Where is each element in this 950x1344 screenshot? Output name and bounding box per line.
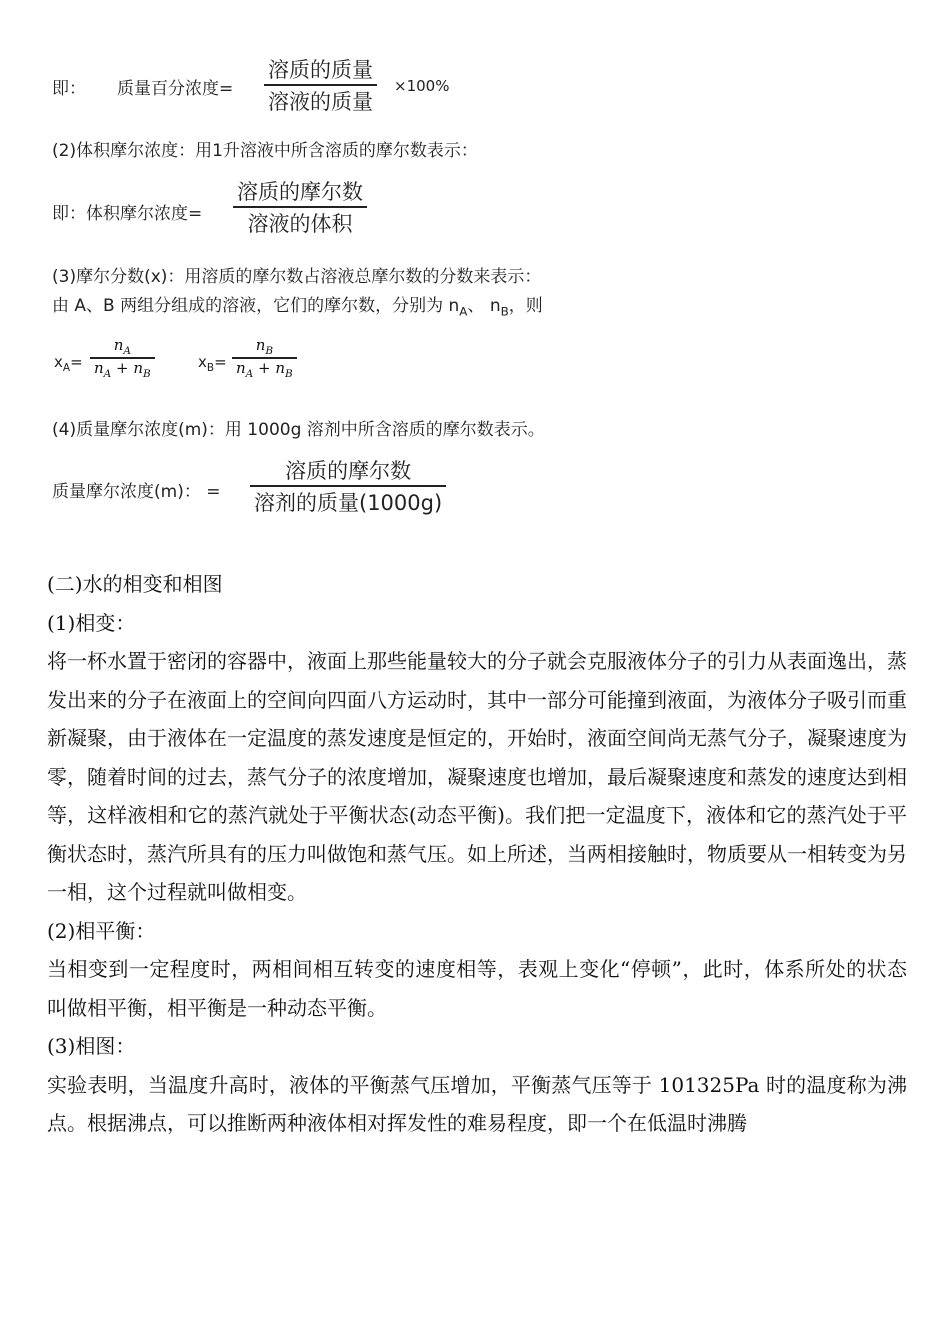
paragraph-phase-change: 将一杯水置于密闭的容器中，液面上那些能量较大的分子就会克服液体分子的引力从表面逸出，蒸发出来的分子在液面上的空间向四面八方运动时，其中一部分可能撞到液面，为液体分子吸引而重新凝聚，由于液体在一定温度的蒸发速度是恒定的，开始时，液面空间尚无蒸气分子，凝聚速度为零，随着时间的过去，蒸气分子的浓度增加，凝聚速度也增加，最后凝聚速度和蒸发的速度达到相等，这样液相和它的蒸汽就处于平衡状态(动态平衡)。我们把一定温度下，液体和它的蒸汽处于平衡状态时，蒸汽所具有的压力叫做饱和蒸气压。如上所述，当两相接触时，物质要从一相转变为另一相，这个过程就叫做相变。 [47,649,907,904]
xa-label-letter: x [54,353,63,371]
xb-den-b-sub: B [285,367,293,380]
formula-prefix: 即： [52,79,86,99]
fraction-denominator: 溶液的质量 [268,89,373,114]
item3-sep: 、 n [467,296,501,316]
fraction-numerator: 溶质的摩尔数 [237,180,363,204]
formula-label-mass-molal: 质量摩尔浓度(m)： = [52,482,221,502]
fraction-denominator: 溶液的体积 [247,211,353,236]
xb-den-a: n [236,358,246,377]
fraction-mass-molal [250,455,446,517]
item3-heading: (3)摩尔分数(x)：用溶质的摩尔数占溶液总摩尔数的分数来表示： [52,267,542,287]
subsection-title: (2)相平衡： [47,918,156,943]
xa-plus: + [111,358,134,377]
item3-end: ，则 [508,296,543,316]
xa-den-b: n [133,358,144,377]
paragraph-phase-equilibrium: 当相变到一定程度时，两相间相互转变的速度相等，表观上变化“停顿”，此时，体系所处的状态叫做相平衡，相平衡是一种动态平衡。 [47,957,907,1020]
xb-eq: = [214,353,227,371]
xa-label-sub: A [62,362,71,374]
xa-eq: = [70,353,83,371]
formula-label-volume-molar: 即：体积摩尔浓度= [52,204,203,224]
fraction-volume-molar [233,176,367,238]
fraction-numerator [252,336,277,357]
formula-suffix: ×100% [394,77,450,95]
xa-den-b-sub: B [143,367,151,380]
subsection-title: (3)相图： [47,1034,136,1058]
xa-den-a-sub: A [103,367,112,380]
item3-line2-text: 由 A、B 两组分组成的溶液，它们的摩尔数，分别为 n [52,296,460,316]
xb-label-letter: x [198,353,207,371]
section-title: (二)水的相变和相图 [47,572,223,596]
fraction-xa [90,336,155,380]
xb-plus: + [253,358,276,377]
item2-heading: (2)体积摩尔浓度：用1升溶液中所含溶质的摩尔数表示： [52,141,478,161]
fraction-numerator: 溶质的质量 [268,58,373,82]
xb-num-sub: B [265,345,274,357]
fraction-xb [232,336,297,380]
item3-sub-b: B [500,304,509,319]
body-section-2 [47,565,907,1143]
xb-num-n: n [255,336,266,354]
fraction-denominator [90,359,155,380]
item4-heading: (4)质量摩尔浓度(m)：用 1000g 溶剂中所含溶质的摩尔数表示。 [52,420,545,440]
fraction-mass-percent [264,54,377,116]
fraction-denominator: 溶剂的质量(1000g) [254,490,443,515]
fraction-denominator [232,359,297,380]
xa-num-n: n [113,336,124,354]
subsection-title: (1)相变： [47,610,136,635]
xa-den-a: n [94,358,104,377]
item3-sub-a: A [459,304,468,319]
formula-xb-label [198,353,227,374]
xa-num-sub: A [123,345,132,357]
xb-den-b: n [275,358,286,377]
fraction-numerator: 溶质的摩尔数 [285,459,412,483]
formula-xa-label [54,353,83,374]
fraction-numerator [110,336,135,357]
xb-den-a-sub: A [245,367,254,380]
item3-line2 [52,291,543,318]
xb-label-sub: B [206,362,215,374]
paragraph-phase-diagram: 实验表明，当温度升高时，液体的平衡蒸气压增加，平衡蒸气压等于 101325Pa 时的温度称为沸点。根据沸点，可以推断两种液体相对挥发性的难易程度，即一个在低温时沸腾 [47,1072,907,1135]
formula-label-mass-percent: 质量百分浓度= [117,79,234,99]
